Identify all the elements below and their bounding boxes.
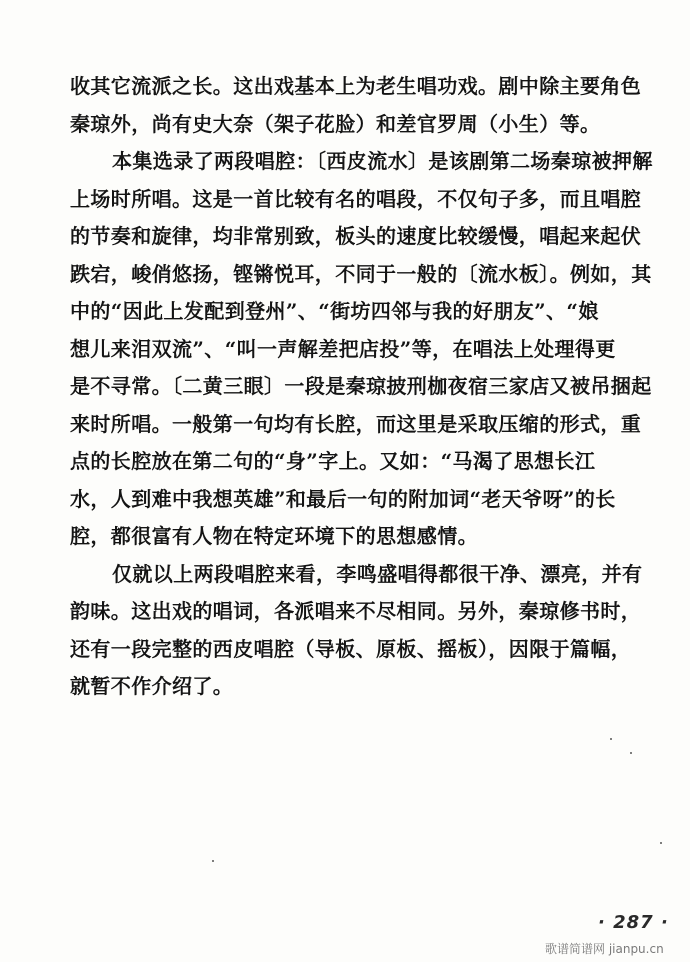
text-line: 来时所唱。一般第一句均有长腔，而这里是采取压缩的形式，重 <box>70 411 642 436</box>
text-line: 点的长腔放在第二句的“身”字上。又如：“马渴了思想长江 <box>70 449 596 473</box>
text-line: 秦琼外，尚有史大奈（架子花脸）和差官罗周（小生）等。 <box>70 111 601 136</box>
text-line: 韵味。这出戏的唱词，各派唱来不尽相同。另外，秦琼修书时， <box>70 599 642 623</box>
text-line: 还有一段完整的西皮唱腔（导板、原板、摇板），因限于篇幅， <box>70 636 632 661</box>
text-line: 想儿来泪双流”、“叫一声解差把店投”等，在唱法上处理得更 <box>70 336 616 361</box>
scan-speck <box>212 860 214 862</box>
page-number: · 287 · <box>598 912 669 933</box>
text-line: 就暂不作介绍了。 <box>70 674 234 698</box>
text-line: 收其它流派之长。这出戏基本上为老生唱功戏。剧中除主要角色 <box>70 74 642 98</box>
text-line: 的节奏和旋律，均非常别致，板头的速度比较缓慢，唱起来起伏 <box>70 224 642 248</box>
text-line: 中的“因此上发配到登州”、“街坊四邻与我的好朋友”、“娘 <box>70 299 599 323</box>
text-line: 是不寻常。〔二黄三眼〕一段是秦琼披刑枷夜宿三家店又被吊捆起 <box>70 374 652 398</box>
scan-speck <box>660 842 662 844</box>
body-text <box>70 68 670 706</box>
paragraph-start-line: 本集选录了两段唱腔：〔西皮流水〕是该剧第二场秦琼被押解 <box>112 149 653 173</box>
scan-speck <box>630 752 632 754</box>
watermark-text: 歌谱简谱网 jianpu.cn <box>545 942 664 956</box>
paragraph-start-line: 仅就以上两段唱腔来看，李鸣盛唱得都很干净、漂亮，并有 <box>112 561 643 586</box>
text-line: 上场时所唱。这是一首比较有名的唱段，不仅句子多，而且唱腔 <box>70 186 642 211</box>
scan-speck <box>610 738 612 740</box>
text-line: 水，人到难中我想英雄”和最后一句的附加词“老天爷呀”的长 <box>70 486 616 511</box>
text-line: 腔，都很富有人物在特定环境下的思想感情。 <box>70 524 478 548</box>
text-line: 跌宕，峻俏悠扬，铿锵悦耳，不同于一般的〔流水板〕。例如，其 <box>70 261 652 286</box>
